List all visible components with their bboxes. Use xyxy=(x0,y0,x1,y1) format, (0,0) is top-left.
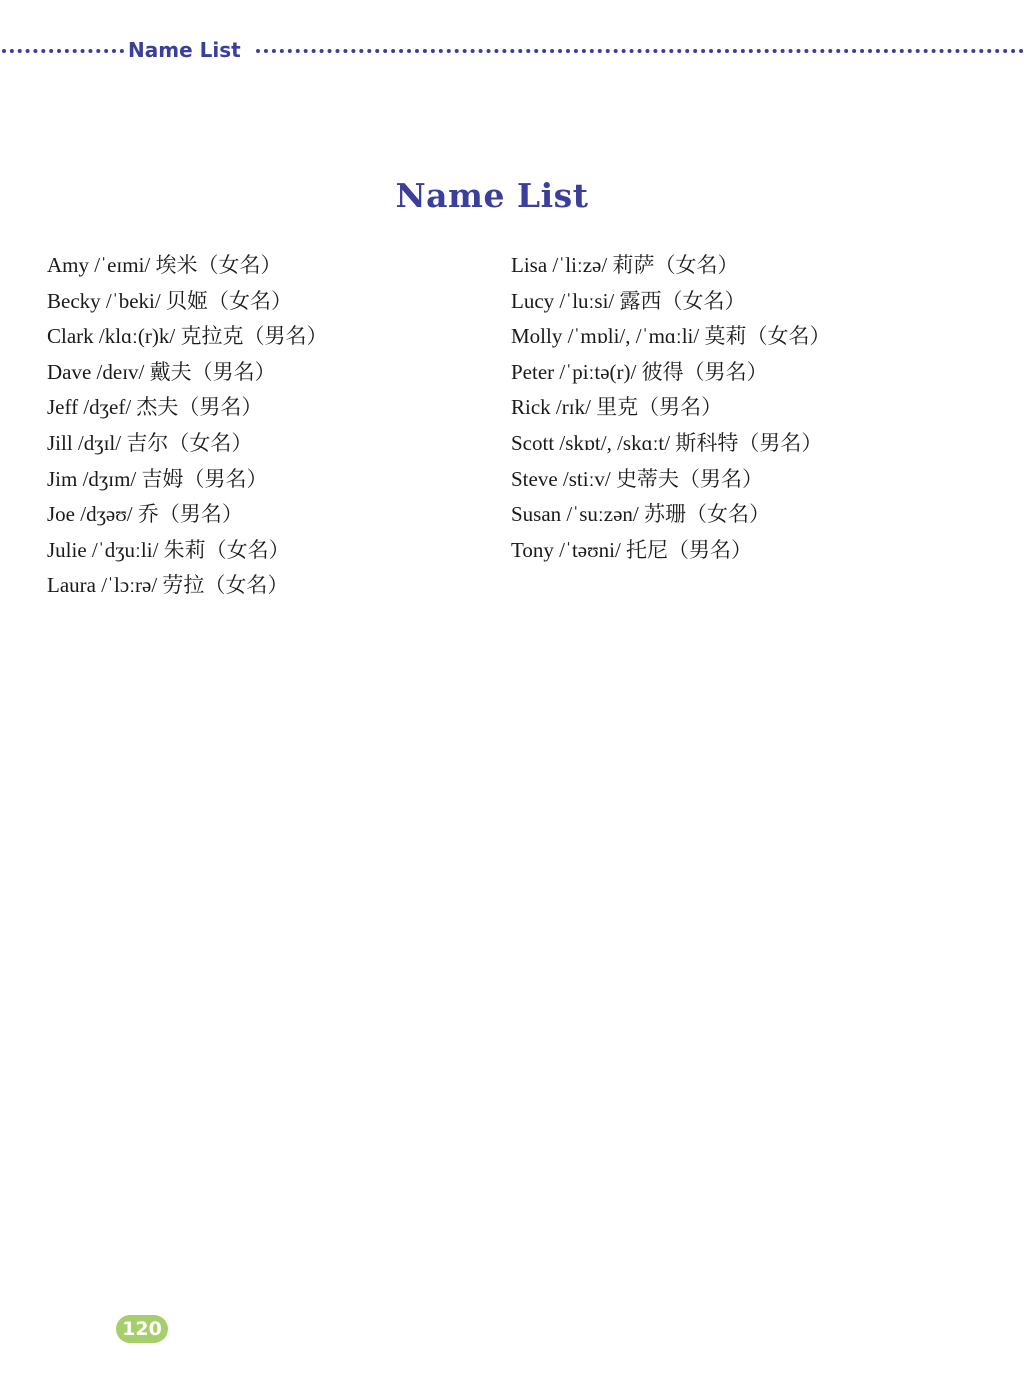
name-entry: Dave /deɪv/ 戴夫（男名） xyxy=(47,359,276,384)
name-entry: Scott /skɒt/, /skɑːt/ 斯科特（男名） xyxy=(511,430,823,455)
name-entry: Peter /ˈpiːtə(r)/ 彼得（男名） xyxy=(511,359,768,384)
running-header-title: Name List xyxy=(128,38,241,62)
name-entry: Susan /ˈsuːzən/ 苏珊（女名） xyxy=(511,502,770,527)
name-entry: Clark /klɑː(r)k/ 克拉克（男名） xyxy=(47,324,328,349)
name-entry: Laura /ˈlɔːrə/ 劳拉（女名） xyxy=(47,573,289,598)
name-entry: Jeff /dʒef/ 杰夫（男名） xyxy=(47,395,263,420)
name-entry: Lisa /ˈliːzə/ 莉萨（女名） xyxy=(511,253,739,277)
name-entry: Jim /dʒɪm/ 吉姆（男名） xyxy=(47,466,268,491)
running-header xyxy=(0,38,1024,62)
dotted-rule-right xyxy=(256,49,1024,53)
dotted-rule-left xyxy=(2,49,124,53)
page-title: Name List xyxy=(395,176,589,216)
name-entry: Amy /ˈeɪmi/ 埃米（女名） xyxy=(47,253,282,277)
name-list-right-column xyxy=(511,248,830,568)
name-entry: Julie /ˈdʒuːli/ 朱莉（女名） xyxy=(47,537,290,562)
name-entry: Steve /stiːv/ 史蒂夫（男名） xyxy=(511,466,763,491)
name-entry: Lucy /ˈluːsi/ 露西（女名） xyxy=(511,288,746,313)
name-entry: Rick /rɪk/ 里克（男名） xyxy=(511,395,723,420)
name-entry: Becky /ˈbeki/ 贝姬（女名） xyxy=(47,288,292,313)
name-list-left-column xyxy=(47,248,327,604)
page-number-badge: 120 xyxy=(116,1315,168,1343)
name-entry: Jill /dʒɪl/ 吉尔（女名） xyxy=(47,430,253,455)
name-entry: Tony /ˈtəʊni/ 托尼（男名） xyxy=(511,537,753,562)
name-entry: Molly /ˈmɒli/, /ˈmɑːli/ 莫莉（女名） xyxy=(511,324,831,349)
name-entry: Joe /dʒəʊ/ 乔（男名） xyxy=(47,502,243,527)
